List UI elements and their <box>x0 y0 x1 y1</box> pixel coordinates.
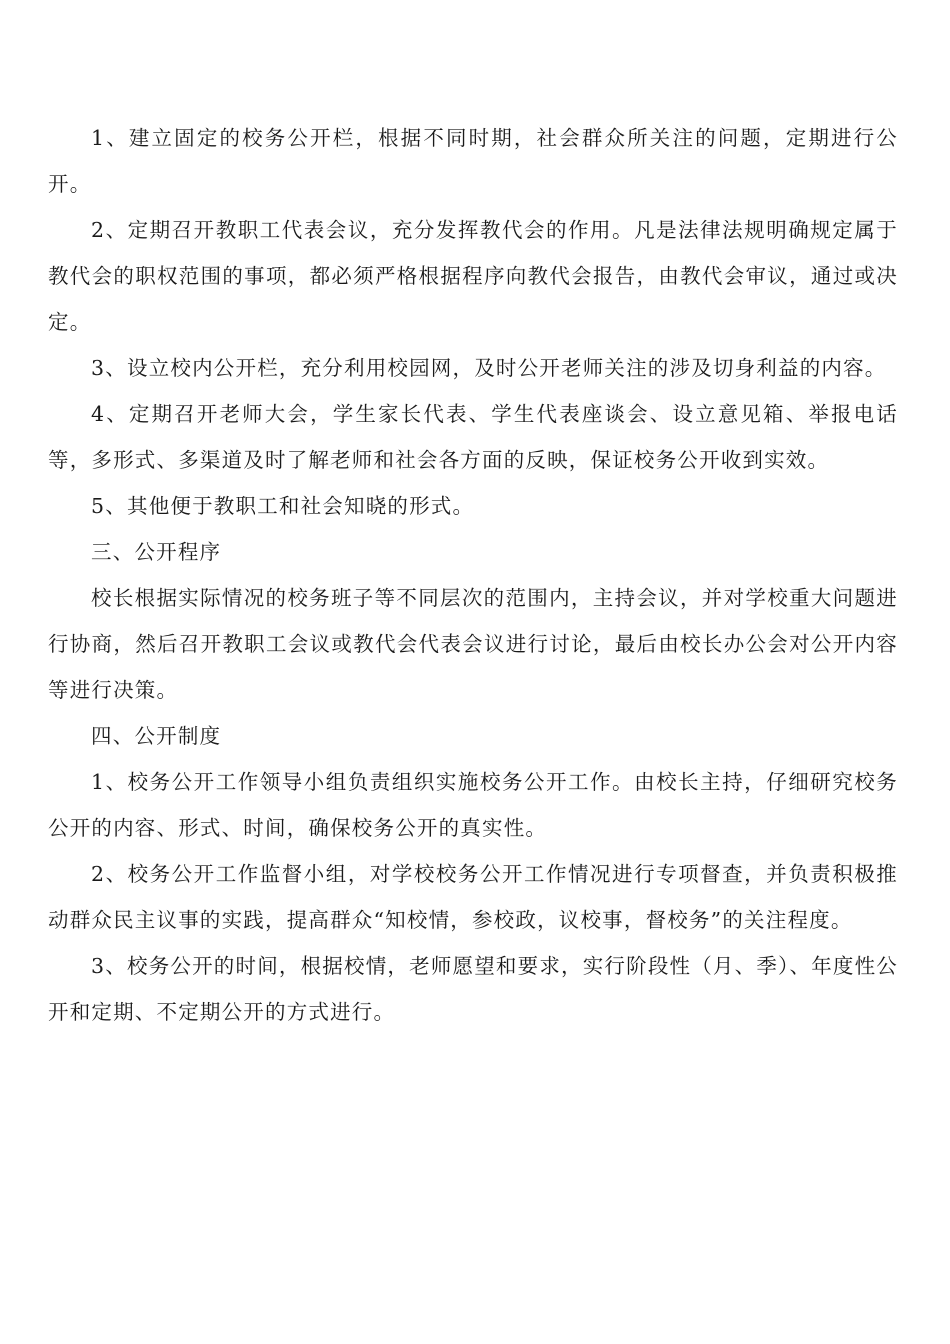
document-body <box>48 115 898 1035</box>
paragraph-item-5-other-forms: 5、其他便于教职工和社会知晓的形式。 <box>91 494 475 518</box>
section-heading-system: 四、公开制度 <box>91 724 222 748</box>
paragraph-item-4-teacher-meeting: 4、定期召开老师大会，学生家长代表、学生代表座谈会、设立意见箱、举报电话等，多形式、多渠道及时了解老师和社会各方面的反映，保证校务公开收到实效。 <box>48 402 898 472</box>
paragraph-system-item-2: 2、校务公开工作监督小组，对学校校务公开工作情况进行专项督查，并负责积极推动群众民主议事的实践，提高群众“知校情，参校政，议校事，督校务”的关注程度。 <box>48 862 898 932</box>
paragraph-item-3-campus-board: 3、设立校内公开栏，充分利用校园网，及时公开老师关注的涉及切身利益的内容。 <box>91 356 887 380</box>
paragraph-item-1-bulletin-board: 1、建立固定的校务公开栏，根据不同时期，社会群众所关注的问题，定期进行公开。 <box>48 126 898 196</box>
paragraph-system-item-1: 1、校务公开工作领导小组负责组织实施校务公开工作。由校长主持，仔细研究校务公开的内容、形式、时间，确保校务公开的真实性。 <box>48 770 898 840</box>
paragraph-system-item-3: 3、校务公开的时间，根据校情，老师愿望和要求，实行阶段性（月、季）、年度性公开和定期、不定期公开的方式进行。 <box>48 954 898 1024</box>
paragraph-procedure-body: 校长根据实际情况的校务班子等不同层次的范围内，主持会议，并对学校重大问题进行协商，然后召开教职工会议或教代会代表会议进行讨论，最后由校长办公会对公开内容等进行决策。 <box>48 586 898 702</box>
paragraph-item-2-staff-congress: 2、定期召开教职工代表会议，充分发挥教代会的作用。凡是法律法规明确规定属于教代会的职权范围的事项，都必须严格根据程序向教代会报告，由教代会审议，通过或决定。 <box>48 218 898 334</box>
section-heading-procedure: 三、公开程序 <box>91 540 222 564</box>
